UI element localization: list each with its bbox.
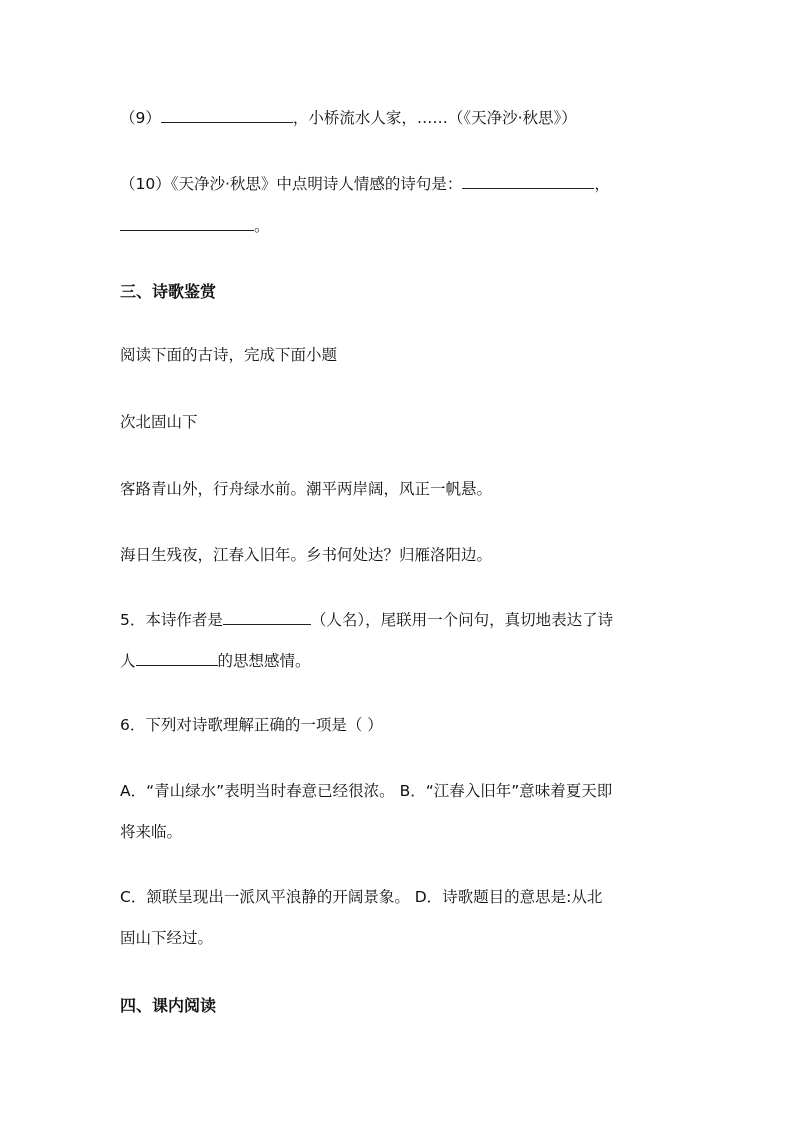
- question-9-number: （9）: [120, 109, 161, 127]
- poem-line-2: 海日生残夜，江春入旧年。乡书何处达？归雁洛阳边。: [120, 546, 493, 564]
- question-10-text: 《天净沙·秋思》中点明诗人情感的诗句是：: [170, 175, 463, 193]
- question-5-suffix: 的思想感情。: [217, 652, 311, 670]
- question-10-comma: ，: [594, 175, 610, 193]
- section-3-instruction: 阅读下面的古诗，完成下面小题: [120, 346, 338, 364]
- poem-title: 次北固山下: [120, 413, 198, 431]
- question-10-line1: [120, 172, 610, 195]
- answer-blank-5b[interactable]: [136, 649, 218, 666]
- question-6-options-cd-cont: 固山下经过。: [120, 929, 214, 947]
- question-5-middle: （人名），尾联用一个问句，真切地表达了诗: [310, 611, 614, 629]
- answer-blank-10a[interactable]: [462, 172, 594, 189]
- question-5-prefix: 5．本诗作者是: [120, 611, 223, 629]
- question-6-stem: 6．下列对诗歌理解正确的一项是（ ）: [120, 716, 383, 734]
- section-4-heading: 四、课内阅读: [120, 996, 217, 1015]
- question-6-options-ab-cont: 将来临。: [120, 823, 183, 841]
- question-10-end: 。: [254, 217, 270, 235]
- question-5-line2: [120, 649, 311, 672]
- question-10-number: （10）: [120, 175, 171, 193]
- answer-blank-9[interactable]: [161, 106, 293, 123]
- section-3-heading: 三、诗歌鉴赏: [120, 282, 217, 301]
- question-9-text: ，小桥流水人家，……（《天净沙·秋思》）: [292, 109, 577, 127]
- answer-blank-10b[interactable]: [120, 214, 254, 231]
- question-6-options-cd: C．颔联呈现出一派风平浪静的开阔景象。 D．诗歌题目的意思是:从北: [120, 888, 603, 906]
- question-9-line: [120, 106, 577, 129]
- question-5-line2-prefix: 人: [120, 652, 136, 670]
- question-5-line1: [120, 608, 613, 631]
- question-10-line2: [120, 214, 270, 237]
- answer-blank-5a[interactable]: [223, 608, 311, 625]
- poem-line-1: 客路青山外，行舟绿水前。潮平两岸阔，风正一帆悬。: [120, 480, 493, 498]
- question-6-options-ab: A．“青山绿水”表明当时春意已经很浓。 B．“江春入旧年”意味着夏天即: [120, 782, 613, 800]
